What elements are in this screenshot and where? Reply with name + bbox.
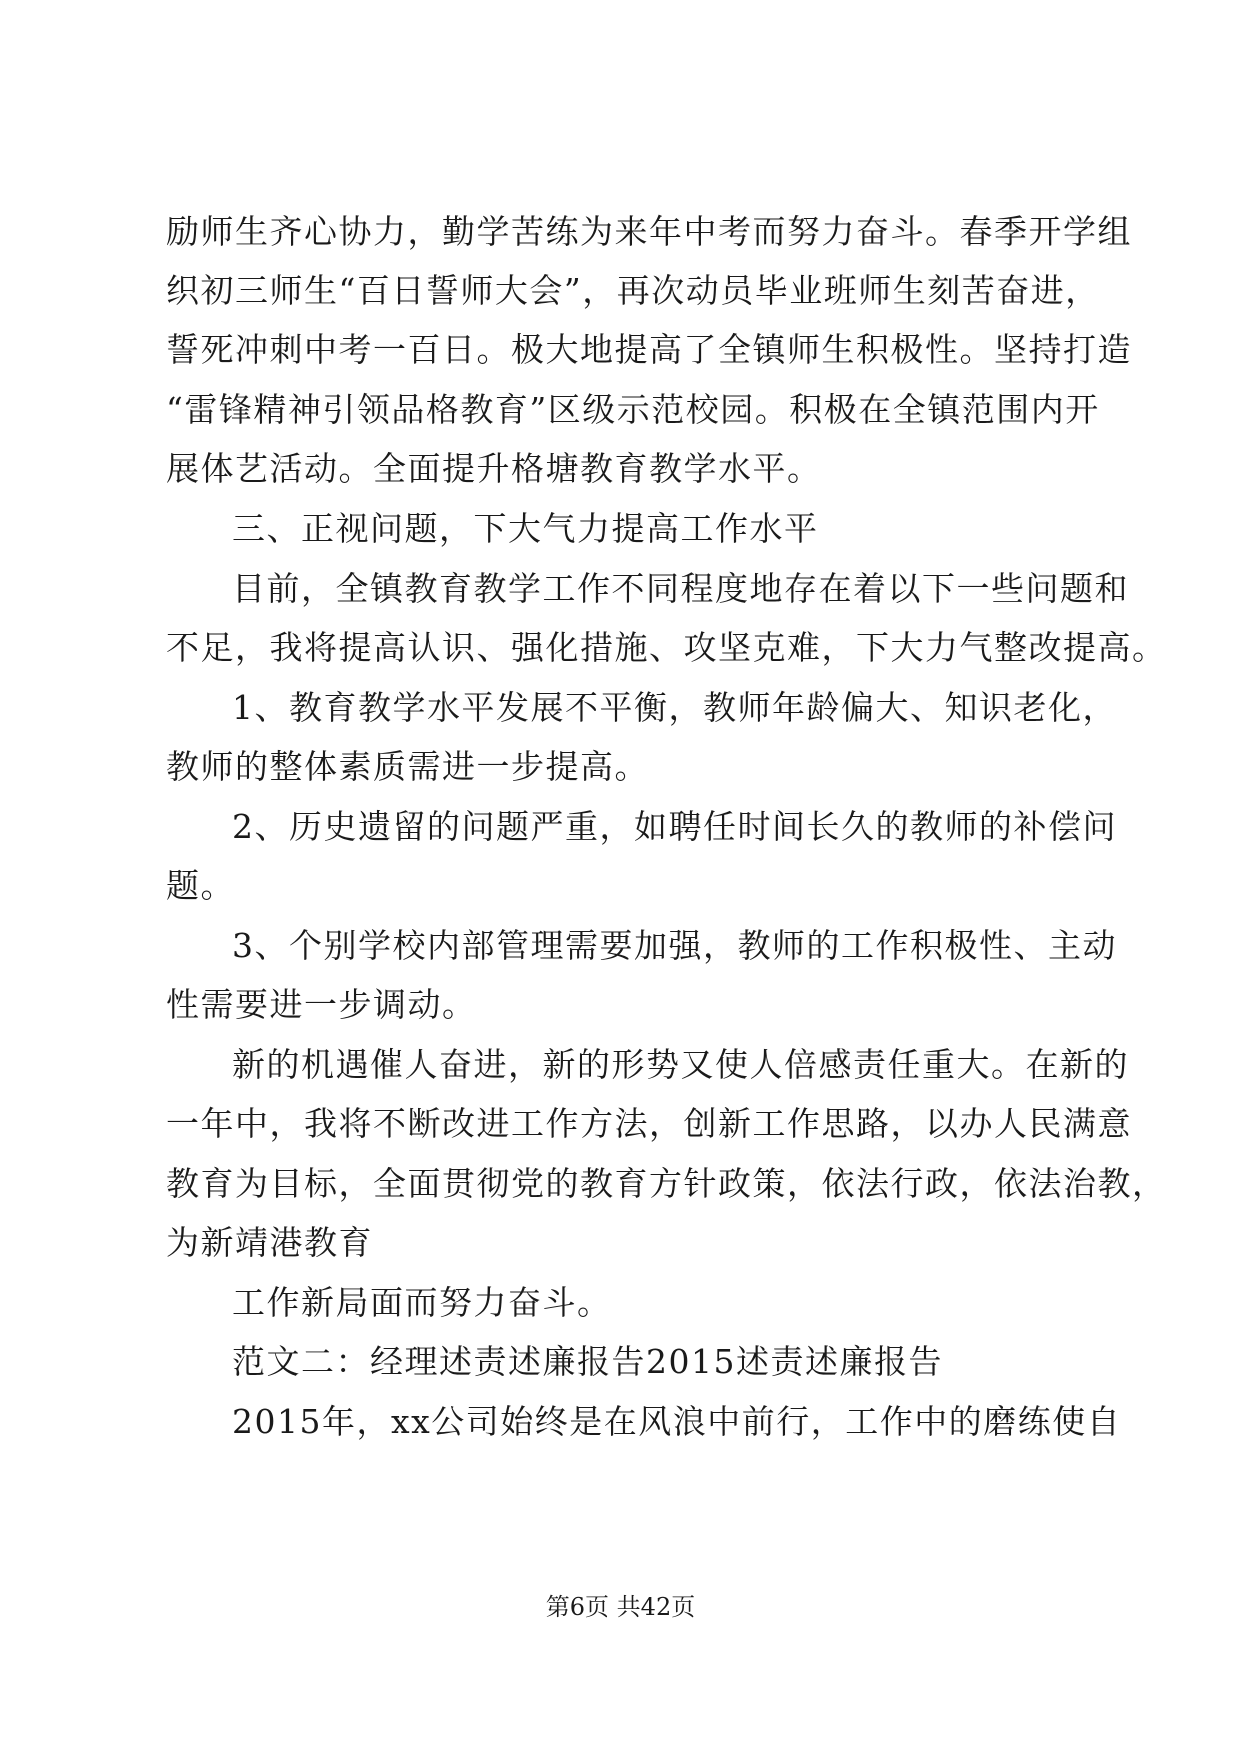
body-line-21: 2015年，xx公司始终是在风浪中前行，工作中的磨练使自 [232, 1402, 1122, 1441]
body-line-18: 为新靖港教育 [166, 1223, 373, 1262]
body-line-15: 新的机遇催人奋进，新的形势又使人倍感责任重大。在新的 [232, 1045, 1129, 1084]
list-item-2-line-1: 2、历史遗留的问题严重，如聘任时间长久的教师的补偿问 [232, 807, 1117, 846]
body-line-3: 誓死冲刺中考一百日。极大地提高了全镇师生积极性。坚持打造 [166, 330, 1132, 369]
list-item-3-line-1: 3、个别学校内部管理需要加强，教师的工作积极性、主动 [232, 926, 1117, 965]
sample-heading-2: 范文二：经理述责述廉报告2015述责述廉报告 [232, 1342, 943, 1381]
body-line-2: 织初三师生“百日誓师大会”，再次动员毕业班师生刻苦奋进， [166, 271, 1100, 310]
body-line-16: 一年中，我将不断改进工作方法，创新工作思路，以办人民满意 [166, 1104, 1132, 1143]
list-item-3-line-2: 性需要进一步调动。 [166, 985, 477, 1024]
body-line-8: 不足，我将提高认识、强化措施、攻坚克难，下大力气整改提高。 [166, 628, 1167, 667]
body-line-17: 教育为目标，全面贯彻党的教育方针政策，依法行政，依法治教， [166, 1164, 1167, 1203]
list-item-1-line-2: 教师的整体素质需进一步提高。 [166, 747, 649, 786]
page-footer: 第6页 共42页 [545, 1593, 696, 1621]
body-line-1: 励师生齐心协力，勤学苦练为来年中考而努力奋斗。春季开学组 [166, 212, 1132, 251]
body-line-4: “雷锋精神引领品格教育”区级示范校园。积极在全镇范围内开 [166, 390, 1100, 429]
list-item-2-line-2: 题。 [166, 866, 235, 905]
body-line-7: 目前，全镇教育教学工作不同程度地存在着以下一些问题和 [232, 569, 1129, 608]
section-heading-3: 三、正视问题，下大气力提高工作水平 [232, 509, 819, 548]
body-line-5: 展体艺活动。全面提升格塘教育教学水平。 [166, 449, 822, 488]
body-line-19: 工作新局面而努力奋斗。 [232, 1283, 612, 1322]
list-item-1-line-1: 1、教育教学水平发展不平衡，教师年龄偏大、知识老化， [232, 688, 1117, 727]
